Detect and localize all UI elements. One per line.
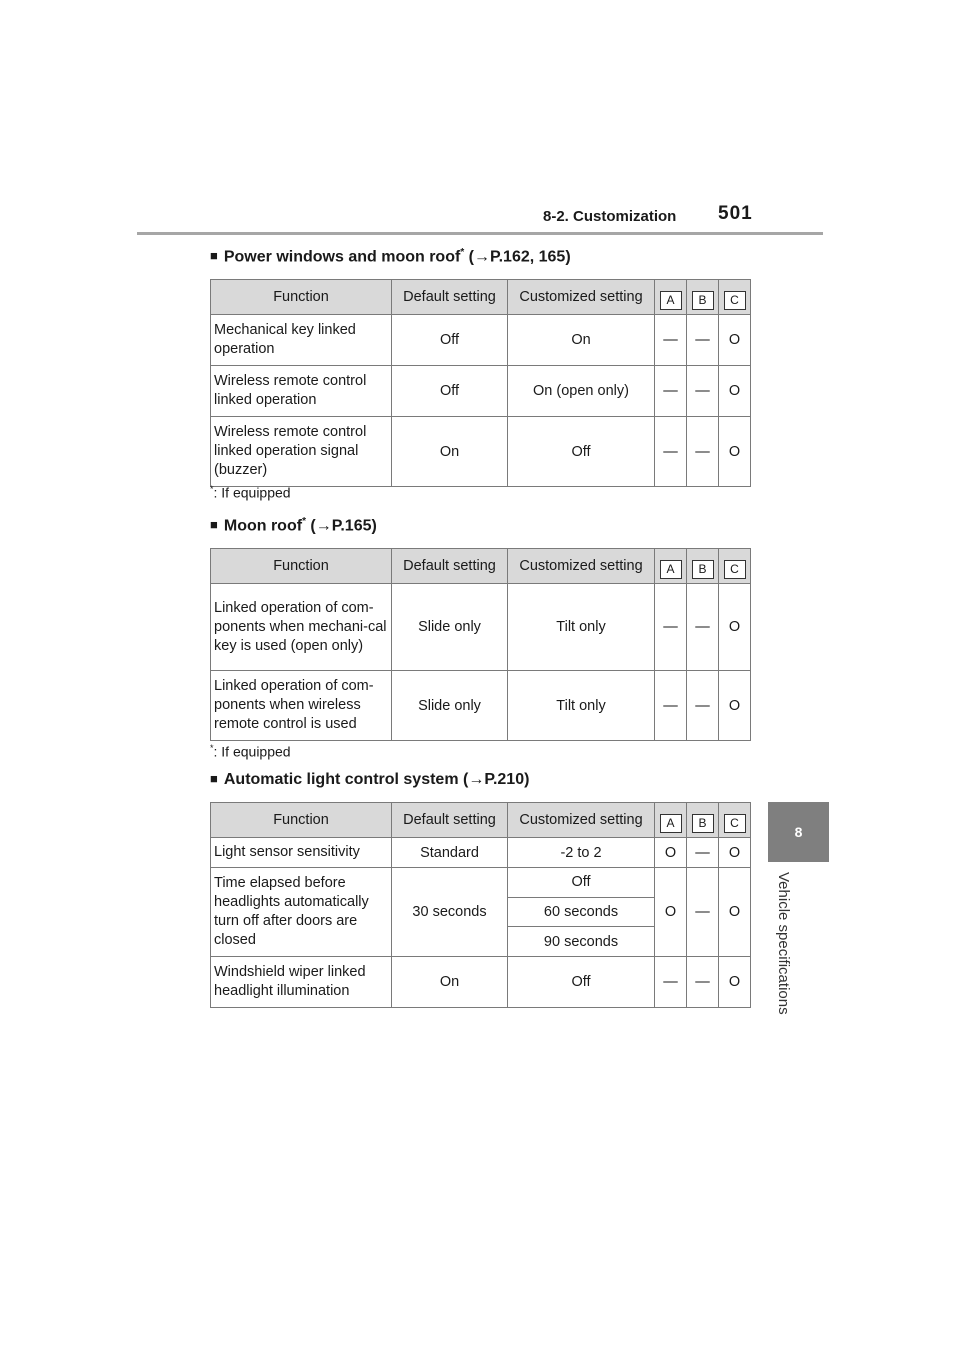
header-customized: Customized setting: [508, 803, 655, 838]
table-header-row: [211, 803, 751, 838]
cell-customized-option: 60 seconds: [508, 897, 655, 927]
page-header: [0, 0, 960, 240]
chapter-tab: [768, 802, 829, 862]
footnote-marker: *: [302, 516, 306, 527]
cell-a: —: [655, 315, 687, 366]
section-label: 8-2. Customization: [543, 208, 677, 225]
table-header-row: [211, 280, 751, 315]
cell-c: O: [719, 417, 751, 487]
cell-customized: On (open only): [508, 366, 655, 417]
letter-b-icon: B: [692, 814, 714, 833]
cell-c: O: [719, 838, 751, 868]
page-reference: (→P.210): [458, 771, 530, 788]
section-heading-automatic-light: [210, 771, 529, 789]
cell-c: O: [719, 366, 751, 417]
cell-customized: Tilt only: [508, 584, 655, 671]
cell-b: —: [687, 838, 719, 868]
header-default: Default setting: [392, 280, 508, 315]
cell-a: —: [655, 417, 687, 487]
header-customized: Customized setting: [508, 280, 655, 315]
cell-function: Linked operation of com-ponents when wireless remote control is used: [211, 671, 392, 741]
cell-c: O: [719, 584, 751, 671]
cell-function: Time elapsed before headlights automatically turn off after doors are closed: [211, 868, 392, 957]
page-number: 501: [718, 203, 753, 224]
cell-c: O: [719, 868, 751, 957]
page-reference: (→P.165): [305, 517, 377, 535]
cell-a: O: [655, 838, 687, 868]
cell-b: —: [687, 584, 719, 671]
letter-c-icon: C: [724, 560, 746, 579]
square-bullet-icon: ■: [210, 517, 218, 533]
table-row: [211, 417, 751, 487]
cell-b: —: [687, 417, 719, 487]
cell-default: Off: [392, 366, 508, 417]
footnote-text: : If equipped: [213, 743, 291, 760]
header-rule: [137, 232, 823, 235]
cell-b: —: [687, 671, 719, 741]
table-row: [211, 366, 751, 417]
cell-default: 30 seconds: [392, 868, 508, 957]
cell-customized: Off: [508, 417, 655, 487]
cell-c: O: [719, 671, 751, 741]
letter-a-icon: A: [660, 291, 682, 310]
section-heading-moon-roof: [210, 516, 377, 535]
header-customized: Customized setting: [508, 549, 655, 584]
header-a: [655, 280, 687, 315]
cell-customized-option: 90 seconds: [508, 927, 655, 957]
cell-c: O: [719, 957, 751, 1008]
cell-default: On: [392, 417, 508, 487]
cell-default: Off: [392, 315, 508, 366]
cell-a: —: [655, 957, 687, 1008]
square-bullet-icon: ■: [210, 771, 218, 786]
table-moon-roof: [210, 548, 751, 741]
chapter-number: 8: [794, 824, 803, 840]
cell-customized: On: [508, 315, 655, 366]
header-function: Function: [211, 280, 392, 315]
footnote-marker: *: [210, 484, 214, 494]
heading-text: Moon roof: [223, 517, 303, 535]
header-a: [655, 803, 687, 838]
table-power-windows: [210, 279, 751, 487]
header-b: [687, 803, 719, 838]
cell-b: —: [687, 315, 719, 366]
cell-a: —: [655, 584, 687, 671]
cell-a: —: [655, 671, 687, 741]
footnote: [210, 743, 291, 760]
cell-function: Wireless remote control linked operation signal (buzzer): [211, 417, 392, 487]
cell-function: Light sensor sensitivity: [211, 838, 392, 868]
cell-customized: Tilt only: [508, 671, 655, 741]
footnote-marker: *: [210, 743, 214, 753]
header-c: [719, 549, 751, 584]
cell-default: On: [392, 957, 508, 1008]
cell-function: Mechanical key linked operation: [211, 315, 392, 366]
header-c: [719, 803, 751, 838]
cell-a: —: [655, 366, 687, 417]
letter-c-icon: C: [724, 291, 746, 310]
header-a: [655, 549, 687, 584]
header-b: [687, 549, 719, 584]
cell-customized: -2 to 2: [508, 838, 655, 868]
footnote-text: : If equipped: [213, 484, 291, 501]
page-reference: (→P.162, 165): [464, 248, 571, 266]
heading-text: Automatic light control system: [223, 771, 459, 788]
cell-default: Slide only: [392, 671, 508, 741]
table-row: [211, 868, 751, 898]
header-function: Function: [211, 549, 392, 584]
header-c: [719, 280, 751, 315]
table-header-row: [211, 549, 751, 584]
table-row: [211, 957, 751, 1008]
cell-function: Wireless remote control linked operation: [211, 366, 392, 417]
cell-function: Linked operation of com-ponents when mechani-cal key is used (open only): [211, 584, 392, 671]
square-bullet-icon: ■: [210, 248, 218, 264]
letter-b-icon: B: [692, 291, 714, 310]
footnote: [210, 484, 291, 501]
cell-b: —: [687, 366, 719, 417]
table-automatic-light: [210, 802, 751, 1008]
letter-b-icon: B: [692, 560, 714, 579]
table-row: [211, 838, 751, 868]
header-function: Function: [211, 803, 392, 838]
cell-b: —: [687, 957, 719, 1008]
table-row: [211, 671, 751, 741]
table-row: [211, 584, 751, 671]
cell-a: O: [655, 868, 687, 957]
cell-default: Slide only: [392, 584, 508, 671]
chapter-label: [775, 872, 810, 1042]
cell-customized-option: Off: [508, 868, 655, 898]
cell-c: O: [719, 315, 751, 366]
header-b: [687, 280, 719, 315]
cell-customized: Off: [508, 957, 655, 1008]
cell-default: Standard: [392, 838, 508, 868]
header-default: Default setting: [392, 549, 508, 584]
chapter-label-text: Vehicle specifications: [775, 872, 792, 1015]
section-heading-power-windows: [210, 247, 571, 266]
table-row: [211, 315, 751, 366]
letter-a-icon: A: [660, 814, 682, 833]
cell-function: Windshield wiper linked headlight illumination: [211, 957, 392, 1008]
letter-c-icon: C: [724, 814, 746, 833]
cell-b: —: [687, 868, 719, 957]
heading-text: Power windows and moon roof: [223, 248, 461, 266]
header-default: Default setting: [392, 803, 508, 838]
footnote-marker: *: [460, 247, 465, 258]
letter-a-icon: A: [660, 560, 682, 579]
